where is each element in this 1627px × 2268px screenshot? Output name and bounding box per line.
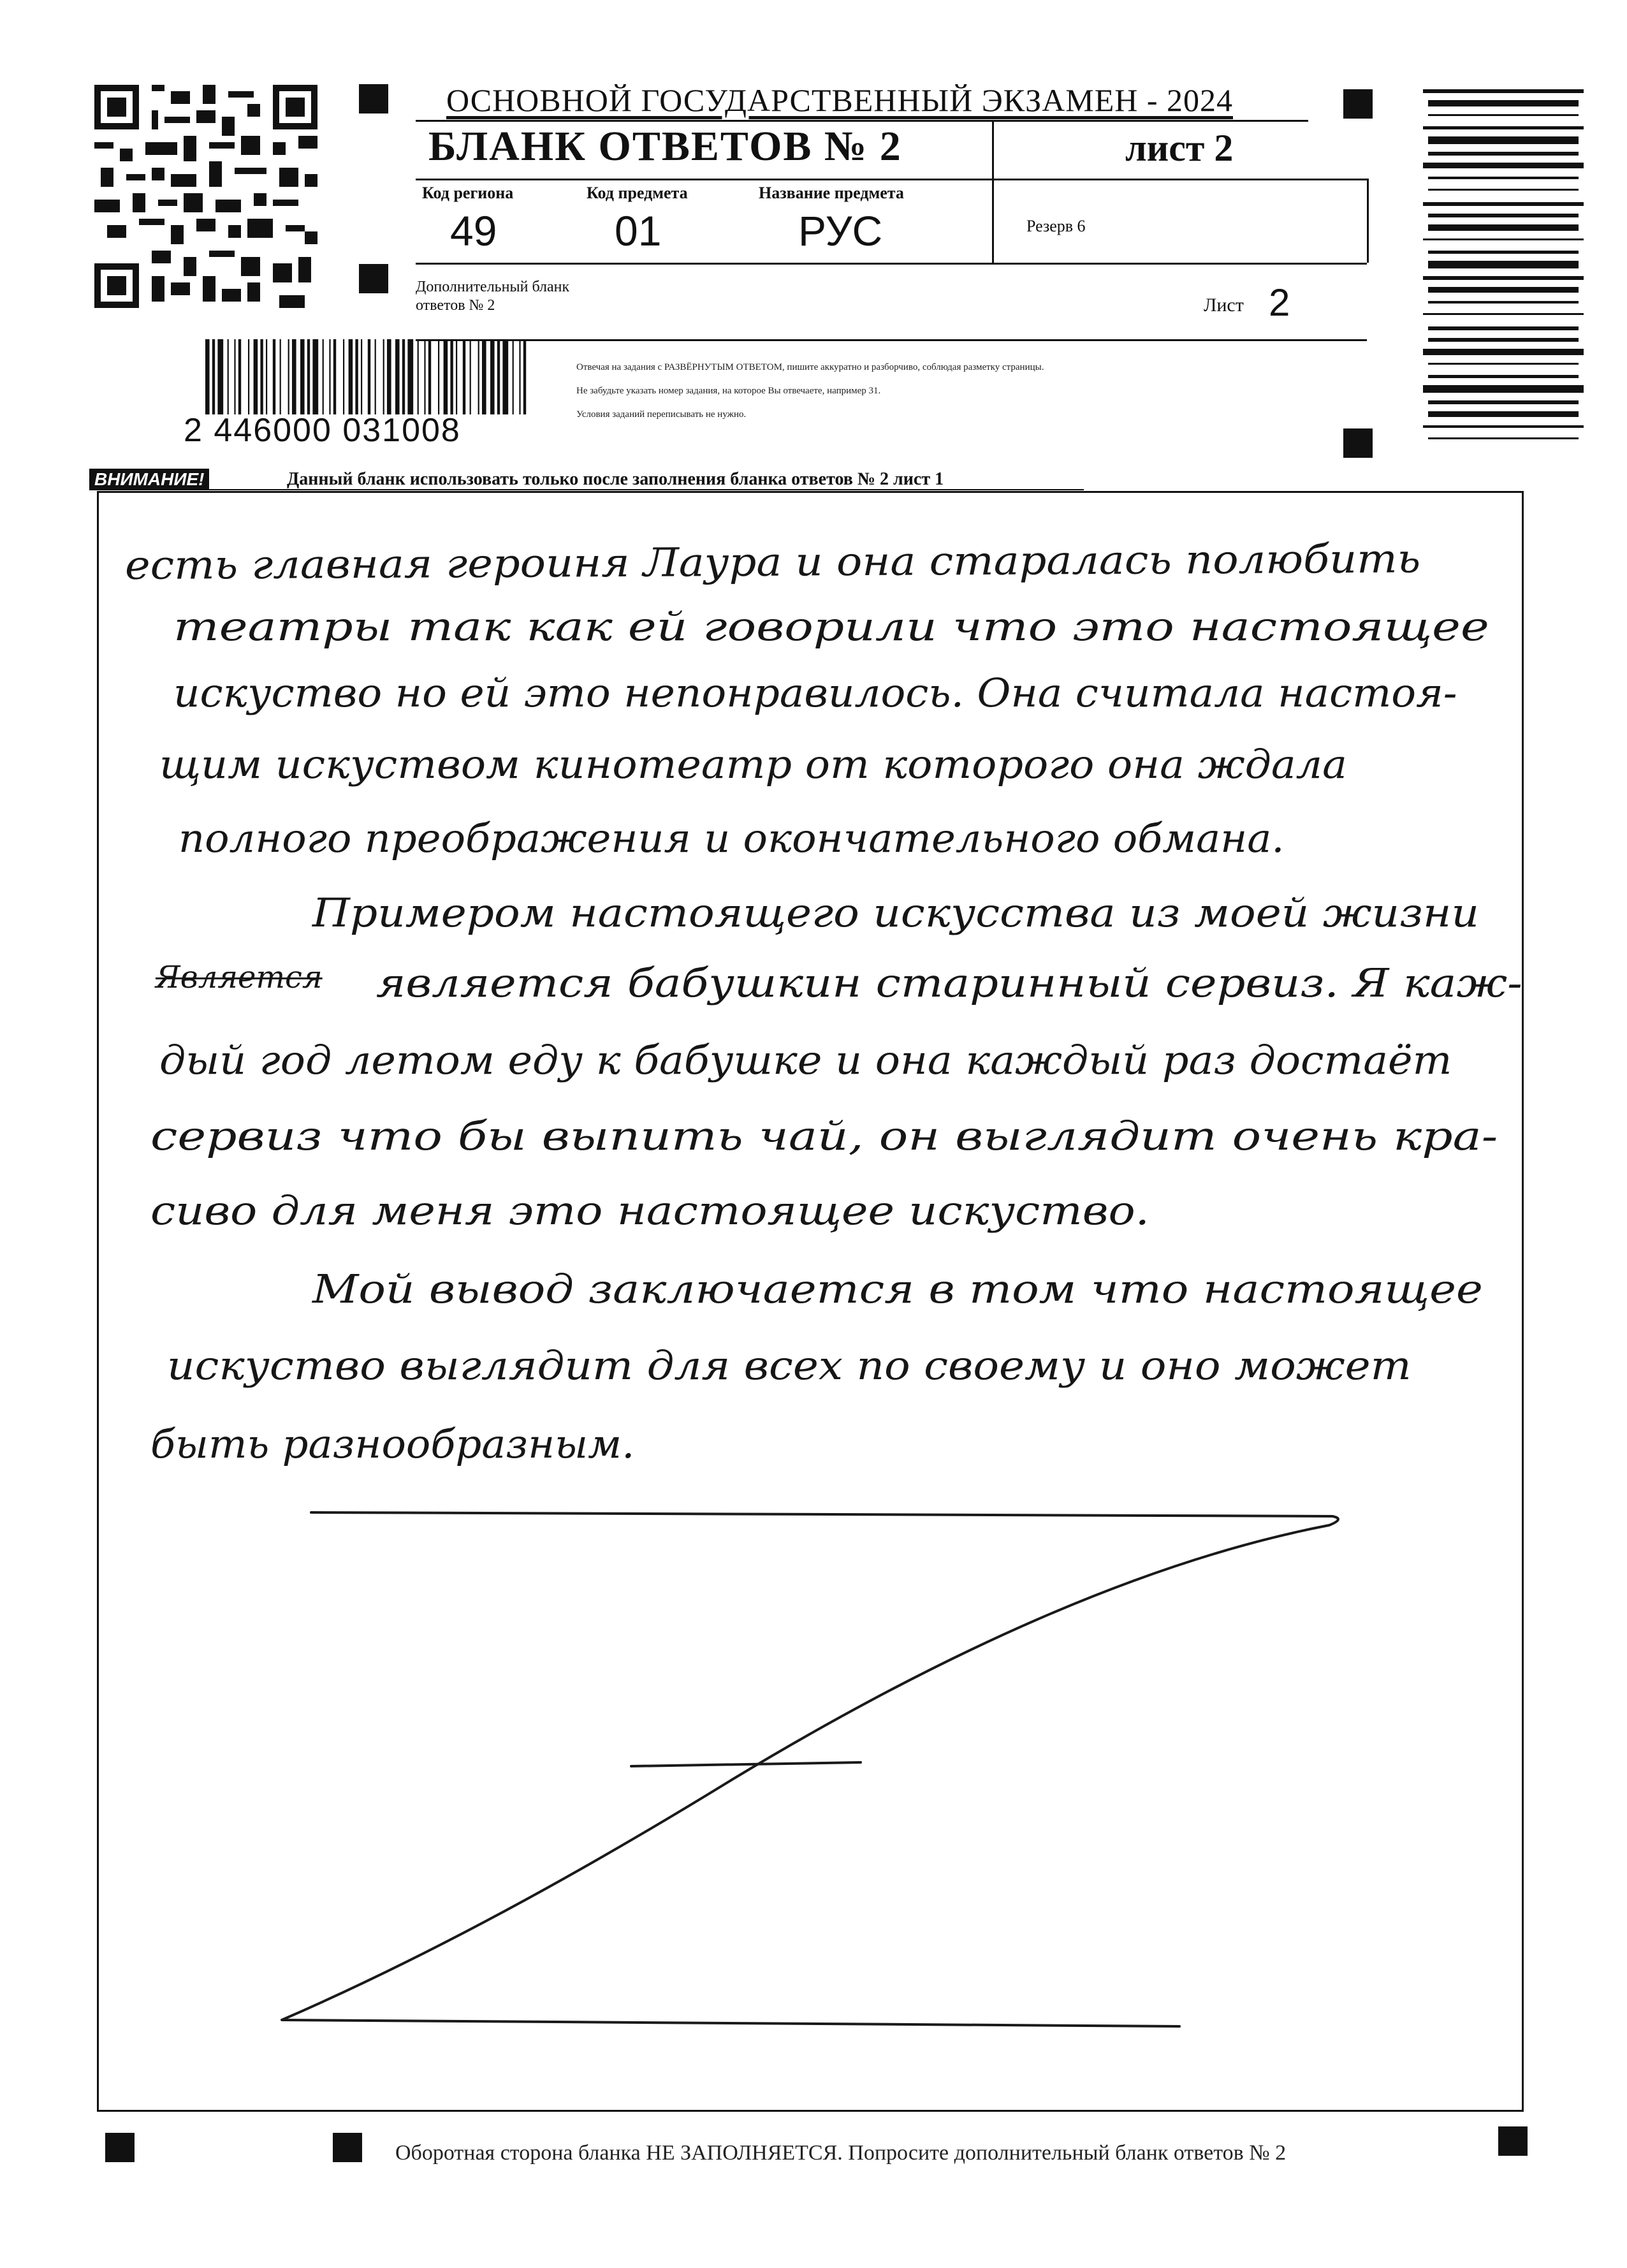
handwritten-line-2: театры так как ей говорили что это настоящее xyxy=(173,603,1489,650)
handwritten-line-6: Примером настоящего искусства из моей жизни xyxy=(312,889,1479,936)
barcode-number: 2 446000 031008 xyxy=(184,412,461,449)
instruction-line-3: Условия заданий переписывать не нужно. xyxy=(576,409,747,420)
subject-code-value: 01 xyxy=(615,207,662,254)
attention-text: Данный бланк использовать только после заполнения бланка ответов № 2 лист 1 xyxy=(287,469,944,489)
handwritten-struck-word: Является xyxy=(156,960,323,995)
subject-code-label: Код предмета xyxy=(587,184,688,202)
handwritten-line-1: есть главная героиня Лаура и она старалась полюбить xyxy=(124,535,1421,589)
exam-title: ОСНОВНОЙ ГОСУДАРСТВЕННЫЙ ЭКЗАМЕН - 2024 xyxy=(446,82,1233,118)
footer-note: Оборотная сторона бланка НЕ ЗАПОЛНЯЕТСЯ. Попросите дополнительный бланк ответов № 2 xyxy=(395,2141,1287,2165)
handwritten-line-13: быть разнообразным. xyxy=(150,1421,635,1467)
instruction-line-1: Отвечая на задания с РАЗВЁРНУТЫМ ОТВЕТОМ, пишите аккуратно и разборчиво, соблюдая разметку страницы. xyxy=(576,362,1044,372)
handwritten-line-5: полного преображения и окончательного обмана. xyxy=(179,815,1285,861)
list-value: 2 xyxy=(1269,281,1290,324)
extra-form-label: Дополнительный бланк ответов № 2 xyxy=(416,279,570,314)
handwritten-line-3: искуство но ей это непонравилось. Она считала настоя- xyxy=(173,669,1457,716)
region-code-label: Код региона xyxy=(422,184,514,202)
list-label: Лист xyxy=(1204,295,1244,316)
handwritten-line-11: Мой вывод заключается в том что настоящее xyxy=(312,1266,1483,1312)
reserve-field: Резерв 6 xyxy=(1026,217,1086,235)
handwritten-line-10: сиво для меня это настоящее искуство. xyxy=(150,1187,1149,1234)
attention-badge: ВНИМАНИЕ! xyxy=(89,469,209,490)
handwritten-line-12: искуство выглядит для всех по своему и оно может xyxy=(167,1342,1412,1389)
instruction-line-2: Не забудьте указать номер задания, на которое Вы отвечаете, например 31. xyxy=(576,386,881,396)
handwritten-line-8: дый год летом еду к бабушке и она каждый раз достаёт xyxy=(159,1037,1452,1083)
sheet-number-label: лист 2 xyxy=(1125,127,1234,169)
handwritten-line-7: является бабушкин старинный сервиз. Я каж- xyxy=(376,960,1522,1006)
handwritten-line-4: щим искуством кинотеатр от которого она ждала xyxy=(159,741,1347,787)
subject-name-label: Название предмета xyxy=(759,184,904,202)
subject-name-value: РУС xyxy=(798,207,883,254)
handwritten-line-9: сервиз что бы выпить чай, он выглядит очень кра- xyxy=(150,1113,1498,1159)
region-code-value: 49 xyxy=(450,207,497,254)
form-title: БЛАНК ОТВЕТОВ № 2 xyxy=(428,123,902,170)
